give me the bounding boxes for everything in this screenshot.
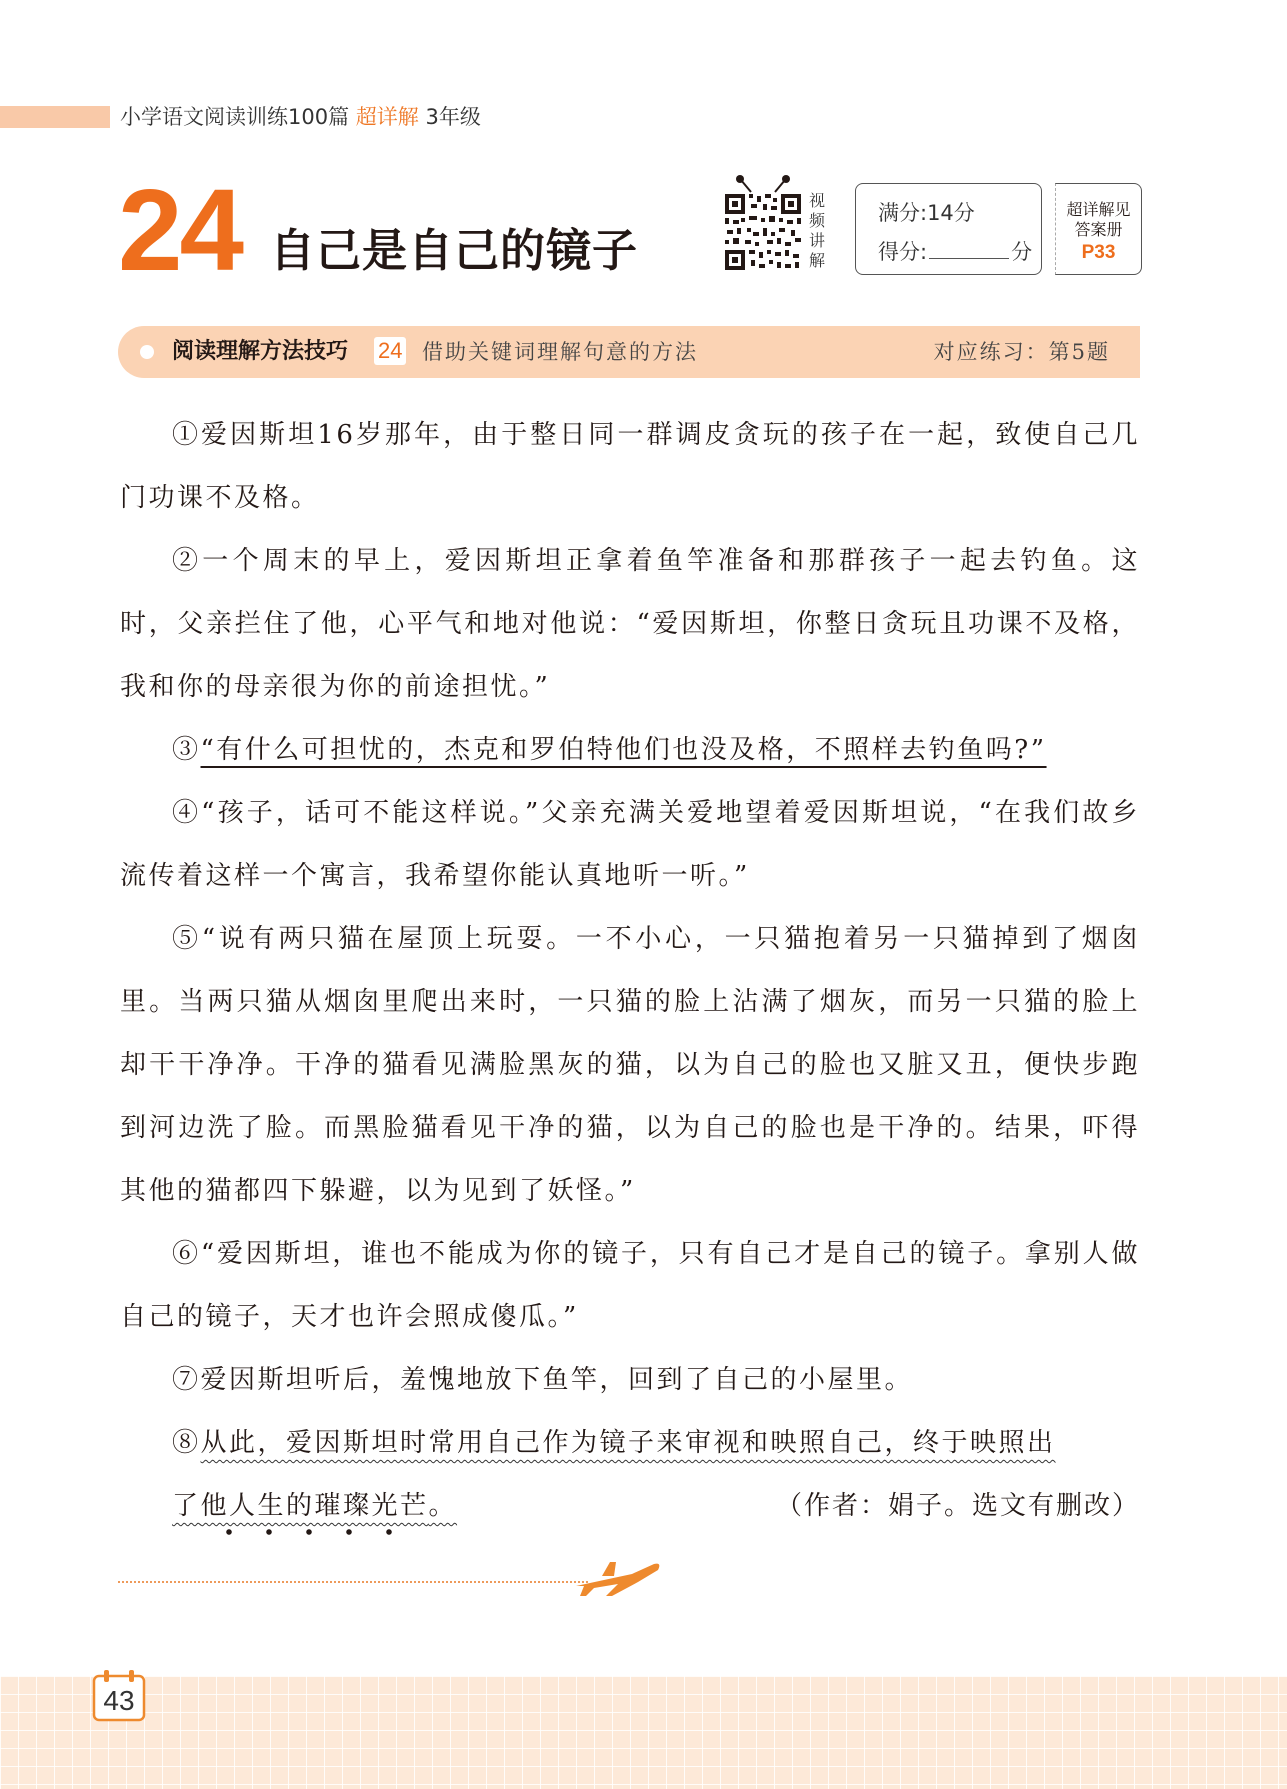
bullet-dot-icon (140, 345, 154, 359)
wavy-underlined-ending (120, 1475, 457, 1538)
paragraph-number: ③ (172, 735, 201, 765)
lesson-number: 24 (118, 165, 242, 295)
paragraph-6: ⑥“爱因斯坦，谁也不能成为你的镜子，只有自己才是自己的镜子。拿别人做自己的镜子，天才也许会照成傻瓜。” (120, 1239, 1140, 1332)
method-number: 24 (374, 337, 406, 365)
wavy-underlined-sentence: 从此，爱因斯坦时常用自己作为镜子来审视和映照自己，终于映照出 (200, 1428, 1056, 1458)
airplane-icon (572, 1556, 662, 1600)
paragraph-4: ④“孩子，话可不能这样说。”父亲充满关爱地望着爱因斯坦说，“在我们故乡流传着这样一个寓言，我希望你能认真地听一听。” (120, 798, 1140, 891)
paragraph-7: ⑦爱因斯坦听后，羞愧地放下鱼竿，回到了自己的小屋里。 (172, 1365, 914, 1395)
video-label-char: 解 (808, 251, 825, 270)
video-explanation-label (806, 191, 828, 271)
antenna-icon (723, 174, 803, 194)
answer-reference (1055, 183, 1142, 275)
paragraph-5: ⑤“说有两只猫在屋顶上玩耍。一不小心，一只猫抱着另一只猫掉到了烟囱里。当两只猫从烟囱里爬出来时，一只猫的脸上沾满了烟灰，而另一只猫的脸上却干干净净。干净的猫看见满脸黑灰的猫，以为自己的脸也又脏又丑，便快步跑到河边洗了脸。而黑脸猫看见干净的猫，以为自己的脸也是干净的。结果，吓得其他的猫都四下躲避，以为见到了妖怪。” (120, 924, 1140, 1206)
dotted-key-phrase: 他人生的璀璨光芒 (200, 1491, 429, 1521)
video-label-char: 频 (808, 211, 825, 230)
score-blank[interactable] (929, 238, 1009, 259)
full-score: 满分:14分 (878, 201, 975, 225)
answer-ref-line1: 超详解见 (1066, 200, 1131, 219)
book-title: 小学语文阅读训练100篇 (120, 105, 350, 129)
video-label-char: 视 (808, 191, 825, 210)
book-header (120, 104, 481, 130)
method-band (118, 326, 1140, 378)
paragraph-1: ①爱因斯坦16岁那年，由于整日同一群调皮贪玩的孩子在一起，致使自己几门功课不及格。 (120, 420, 1140, 513)
header-accent-bar (0, 106, 110, 128)
score-label: 得分: (878, 240, 928, 264)
page-number: 43 (103, 1685, 135, 1716)
answer-ref-page: P33 (1081, 242, 1116, 263)
lesson-title: 自己是自己的镜子 (270, 224, 639, 277)
dotted-divider (118, 1581, 588, 1583)
method-label: 阅读理解方法技巧 (172, 339, 349, 364)
underlined-sentence: “有什么可担忧的，杰克和罗伯特他们也没及格，不照样去钓鱼吗?” (200, 735, 1047, 765)
answer-ref-line2: 答案册 (1074, 220, 1123, 239)
grid-footer (0, 1676, 1287, 1789)
ending-part-c: 。 (428, 1491, 458, 1521)
source-note: （作者：娟子。选文有删改） (775, 1491, 1140, 1521)
grade-label: 3年级 (425, 105, 481, 129)
paragraph-number: ⑧ (172, 1428, 201, 1458)
paragraph-2: ②一个周末的早上，爱因斯坦正拿着鱼竿准备和那群孩子一起去钓鱼。这时，父亲拦住了他，心平气和地对他说：“爱因斯坦，你整日贪玩且功课不及格，我和你的母亲很为你的前途担忧。” (120, 546, 1140, 702)
page-number-badge (92, 1668, 146, 1722)
video-qr-code[interactable] (723, 174, 803, 274)
score-box (855, 183, 1042, 275)
practice-reference: 对应练习：第5题 (933, 340, 1110, 364)
series-tag: 超详解 (355, 105, 419, 129)
paragraph-3 (120, 719, 1140, 782)
ending-part-a: 了 (172, 1491, 201, 1521)
reading-passage (120, 404, 1140, 1538)
method-description: 借助关键词理解句意的方法 (422, 340, 698, 364)
paragraph-8 (120, 1412, 1140, 1475)
video-label-char: 讲 (808, 231, 825, 250)
score-unit: 分 (1011, 240, 1033, 264)
paragraph-8-end (120, 1475, 1140, 1538)
qr-code-icon (723, 192, 803, 272)
score-field (878, 238, 1032, 265)
